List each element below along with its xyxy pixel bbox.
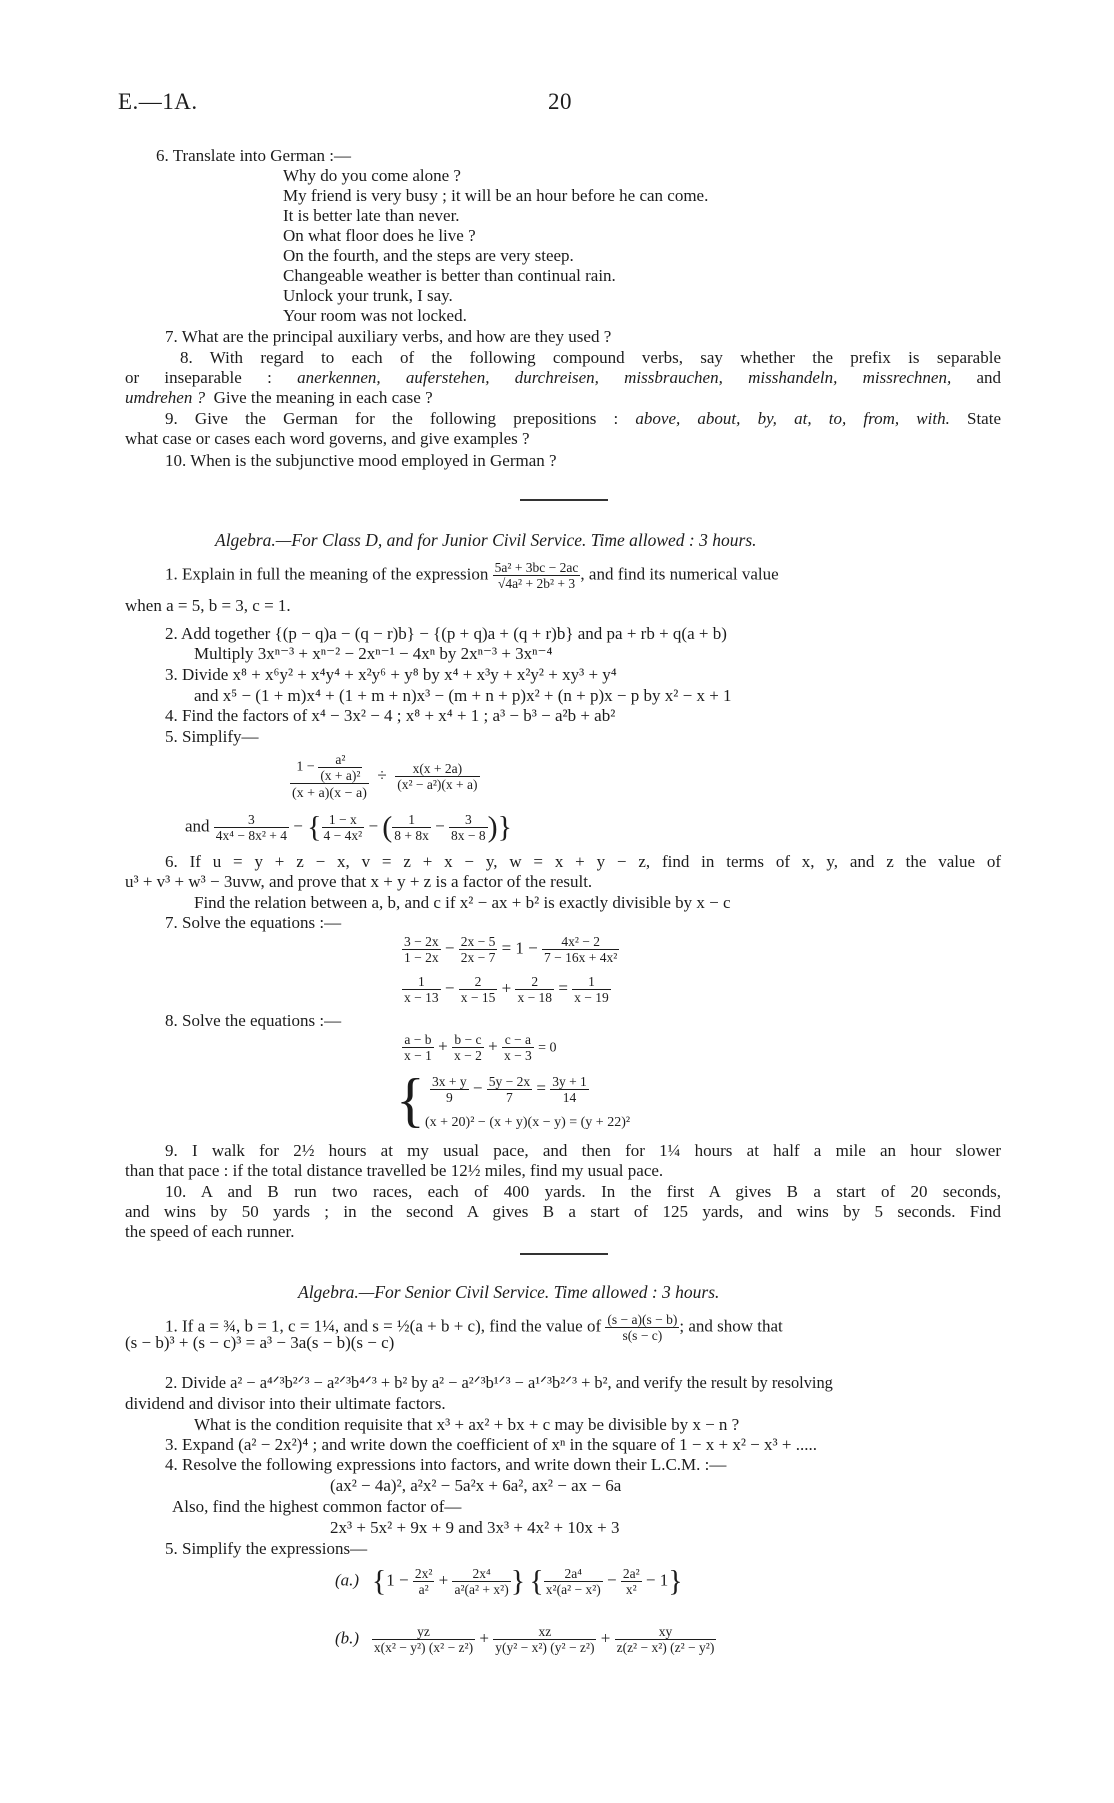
algebra-d-q9-line1: 9. I walk for 2½ hours at my usual pace, and then for 1¼ hours at half a mile an hour slower: [165, 1141, 1001, 1160]
algebra-d-q1-values: when a = 5, b = 3, c = 1.: [125, 596, 291, 615]
algebra-d-q3-line1: 3. Divide x⁸ + x⁶y² + x⁴y⁴ + x²y⁶ + y⁸ by x⁴ + x³y + x²y² + xy³ + y⁴: [165, 665, 617, 684]
compound-fraction: 1 − $\frac{\text{a²}}{\text{(x + a)²}}$ (x + a)(x − a): [292, 752, 367, 801]
document-code: E.—1A.: [118, 89, 198, 114]
german-q9-line2: what case or cases each word governs, and give examples ?: [125, 429, 530, 448]
german-q10: 10. When is the subjunctive mood employed in German ?: [165, 451, 557, 470]
algebra-senior-q5-label: 5. Simplify the expressions—: [165, 1539, 368, 1558]
algebra-d-q5-label: 5. Simplify—: [165, 727, 259, 746]
system-brace: {: [396, 1067, 425, 1133]
algebra-senior-q1-line2: (s − b)³ + (s − c)³ = a³ − 3a(s − b)(s − c): [125, 1333, 395, 1352]
german-q7: 7. What are the principal auxiliary verbs, and how are they used ?: [165, 327, 612, 346]
algebra-senior-q4-line3: Also, find the highest common factor of—: [172, 1497, 462, 1516]
algebra-d-q4: 4. Find the factors of x⁴ − 3x² − 4 ; x⁸ + x⁴ + 1 ; a³ − b³ − a²b + ab²: [165, 706, 616, 725]
algebra-d-q8-equation-a: $\frac{a - b}{x - 1}$ + $\frac{b - c}{x - 2}$ + $\frac{c - a}{x - 3}$ = 0: [404, 1032, 557, 1063]
algebra-senior-q4-line4: 2x³ + 5x² + 9x + 9 and 3x³ + 4x² + 10x + 3: [330, 1518, 620, 1537]
algebra-senior-title: Algebra.—For Senior Civil Service. Time allowed : 3 hours.: [298, 1282, 720, 1302]
algebra-senior-q2-line3: What is the condition requisite that x³ + ax² + bx + c may be divisible by x − n ?: [194, 1415, 740, 1434]
fraction: $\frac{\text{5a² + 3bc − 2ac}}{\text{√4a² + 2b² + 3}}$: [494, 560, 579, 591]
algebra-d-q5-expr2: and $\frac{3}{\text{4x⁴ − 8x² + 4}}$ − { $\frac{1 - x}{\text{4 − 4x²}}$ − ( $\frac{1}{8 + 8x}$ − $\frac{3}{8x - 8}$ )}: [185, 810, 513, 844]
algebra-d-q2-line2: Multiply 3xⁿ⁻³ + xⁿ⁻² − 2xⁿ⁻¹ − 4xⁿ by 2xⁿ⁻³ + 3xⁿ⁻⁴: [194, 644, 553, 663]
algebra-d-q10-line2: and wins by 50 yards ; in the second A gives B a start of 125 yards, and wins by 5 seconds. Find: [125, 1202, 1001, 1221]
algebra-senior-q3: 3. Expand (a² − 2x²)⁴ ; and write down the coefficient of xⁿ in the square of 1 − x + x² − x³ + .....: [165, 1435, 817, 1454]
algebra-d-q7-equation-b: $\frac{1}{x - 13}$ − $\frac{2}{x - 15}$ + $\frac{2}{x - 18}$ = $\frac{1}{x - 19}$: [404, 974, 609, 1005]
sentence-line: Why do you come alone ?: [283, 166, 461, 185]
algebra-senior-q4-line1: 4. Resolve the following expressions into factors, and write down their L.C.M. :—: [165, 1455, 727, 1474]
sentence-line: Your room was not locked.: [283, 306, 467, 325]
algebra-d-q3-line2: and x⁵ − (1 + m)x⁴ + (1 + m + n)x³ − (m + n + p)x² + (n + p)x − p by x² − x + 1: [194, 686, 732, 705]
fraction: $\frac{x(x + 2a)}{\text{(x² − a²)(x + a)}}$: [397, 761, 478, 792]
algebra-d-q2-line1: 2. Add together {(p − q)a − (q − r)b} − {(p + q)a + (q + r)b} and pa + rb + q(a + b): [165, 624, 727, 643]
algebra-d-title: Algebra.—For Class D, and for Junior Civil Service. Time allowed : 3 hours.: [215, 530, 757, 550]
algebra-d-q8-equation-b2: (x + 20)² − (x + y)(x − y) = (y + 22)²: [425, 1115, 631, 1130]
algebra-d-q1: 1. Explain in full the meaning of the expression $\frac{\text{5a² + 3bc − 2ac}}{\text{√4a² + 2b² + 3}}$ , and find its numerical value: [165, 560, 779, 591]
sentence-line: On what floor does he live ?: [283, 226, 476, 245]
german-q9-line1: 9. Give the German for the following prepositions : above, about, by, at, to, from, with. State: [165, 409, 1001, 428]
page-number: 20: [548, 89, 572, 114]
german-q6-label: 6. Translate into German :—: [156, 146, 352, 165]
algebra-d-q5-expr1: 1 − $\frac{\text{a²}}{\text{(x + a)²}}$ (x + a)(x − a) ÷ $\frac{x(x + 2a)}{\text{(x² − a²)(x + a)}}$: [292, 752, 478, 801]
algebra-senior-q5-b: (b.) $\frac{yz}{\text{x(x² − y²) (x² − z²)}}$ + $\frac{xz}{\text{y(y² − x²) (y² − z²)}}$ + $\frac{xy}{\text{z(z² − x²) (z² − y²)}}$: [335, 1624, 715, 1655]
sentence-line: My friend is very busy ; it will be an hour before he can come.: [283, 186, 709, 205]
sentence-line: It is better late than never.: [283, 206, 460, 225]
algebra-senior-q5-a: (a.) {1 − $\frac{\text{2x²}}{\text{a²}}$ + $\frac{\text{2x⁴}}{\text{a²(a² + x²)}}$ } { $\frac{\text{2a⁴}}{\text{x²(a² − x²)}}$ − $\frac{\text{2a²}}{\text{x²}}$ − 1}: [335, 1564, 683, 1598]
algebra-d-q8-label: 8. Solve the equations :—: [165, 1011, 342, 1030]
sentence-line: On the fourth, and the steps are very steep.: [283, 246, 574, 265]
algebra-d-q7-equation-a: $\frac{3 - 2x}{1 - 2x}$ − $\frac{2x - 5}{2x - 7}$ = 1 − $\frac{\text{4x² − 2}}{\text{7 − 16x + 4x²}}$: [404, 934, 618, 965]
german-q8-line1: 8. With regard to each of the following compound verbs, say whether the prefix is separable: [180, 348, 1001, 367]
algebra-d-q6-line2: u³ + v³ + w³ − 3uvw, and prove that x + y + z is a factor of the result.: [125, 872, 593, 891]
sentence-line: Unlock your trunk, I say.: [283, 286, 453, 305]
algebra-d-q6-line1: 6. If u = y + z − x, v = z + x − y, w = x + y − z, find in terms of x, y, and z the value of: [165, 852, 1001, 871]
algebra-d-q10-line3: the speed of each runner.: [125, 1222, 295, 1241]
section-divider: [520, 499, 608, 501]
algebra-d-q7-label: 7. Solve the equations :—: [165, 913, 342, 932]
german-q8-line2: or inseparable : anerkennen, auferstehen, durchreisen, missbrauchen, misshandeln, missrechnen, and: [125, 368, 1002, 387]
algebra-d-q6-line3: Find the relation between a, b, and c if x² − ax + b² is exactly divisible by x − c: [194, 893, 731, 912]
algebra-senior-q2-line1: 2. Divide a² − a⁴ᐟ³b²ᐟ³ − a²ᐟ³b⁴ᐟ³ + b² by a² − a²ᐟ³b¹ᐟ³ − a¹ᐟ³b²ᐟ³ + b², and verify the result by resolving: [165, 1373, 833, 1392]
section-divider: [520, 1253, 608, 1255]
algebra-senior-q1: 1. If a = ¾, b = 1, c = 1¼, and s = ½(a + b + c), find the value of $\frac{(s - a)(s - b)}{s(s - c)}$ ; and show that: [165, 1312, 783, 1343]
algebra-d-q9-line2: than that pace : if the total distance travelled be 12½ miles, find my usual pace.: [125, 1161, 664, 1180]
algebra-senior-q2-line2: dividend and divisor into their ultimate factors.: [125, 1394, 446, 1413]
german-q8-line3: umdrehen ? Give the meaning in each case ?: [125, 388, 433, 407]
sentence-line: Changeable weather is better than continual rain.: [283, 266, 616, 285]
algebra-d-q10-line1: 10. A and B run two races, each of 400 yards. In the first A gives B a start of 20 seconds,: [165, 1182, 1001, 1201]
algebra-d-q8-equation-b1: $\frac{3x + y}{9}$ − $\frac{5y - 2x}{7}$ = $\frac{3y + 1}{14}$: [432, 1074, 587, 1105]
algebra-senior-q4-line2: (ax² − 4a)², a²x² − 5a²x + 6a², ax² − ax − 6a: [330, 1476, 622, 1495]
